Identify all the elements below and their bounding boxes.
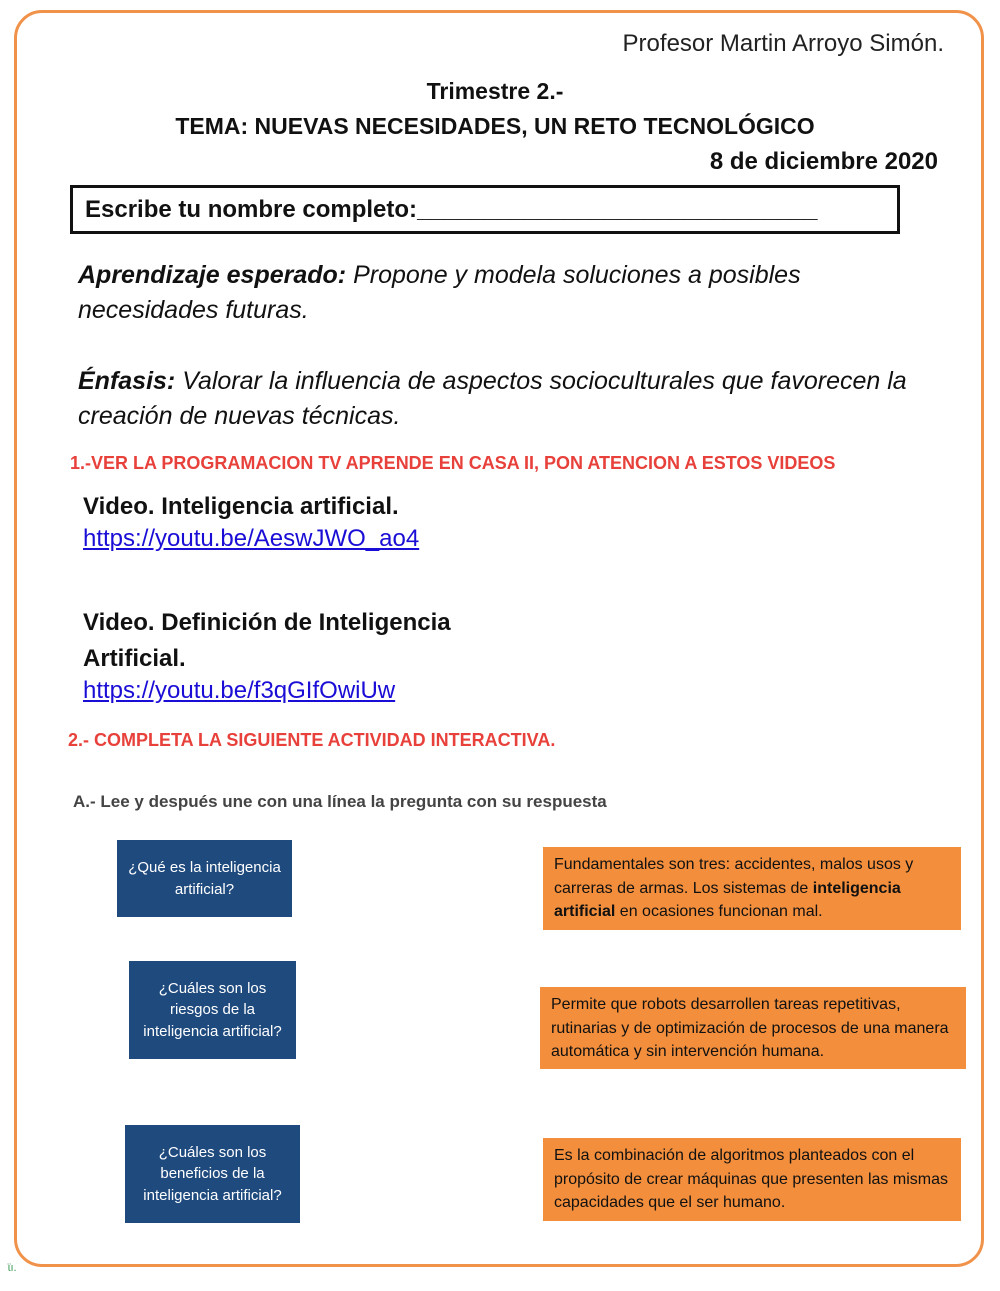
learning-outcome-text: Propone y modela soluciones a posibles necesidades futuras. bbox=[78, 261, 801, 324]
answer-1-bold: inteligencia artificial bbox=[554, 879, 901, 920]
learning-outcome bbox=[78, 258, 938, 328]
instruction-step-1: 1.-VER LA PROGRAMACION TV APRENDE EN CASA II, PON ATENCION A ESTOS VIDEOS bbox=[70, 453, 836, 473]
trimester-heading: Trimestre 2.- bbox=[426, 78, 564, 104]
answer-box-1[interactable] bbox=[543, 847, 961, 930]
video-2-link[interactable]: https://youtu.be/f3qGIfOwiUw bbox=[83, 677, 396, 704]
video-1-link[interactable]: https://youtu.be/AeswJWO_ao4 bbox=[83, 525, 420, 552]
emphasis-label: Énfasis: bbox=[78, 367, 176, 395]
learning-outcome-label: Aprendizaje esperado: bbox=[78, 261, 347, 289]
name-field-label: Escribe tu nombre completo: bbox=[85, 196, 418, 223]
emphasis-text: Valorar la influencia de aspectos socioculturales que favorecen la creación de nuevas técnicas. bbox=[78, 367, 907, 430]
teacher-name: Profesor Martin Arroyo Simón. bbox=[622, 30, 944, 57]
answer-1-text: Fundamentales son tres: accidentes, malos usos y carreras de armas. Los sistemas de bbox=[554, 856, 914, 897]
corner-mark: ɩ̈ı. bbox=[8, 1262, 17, 1274]
name-field-blank: ______________________________ bbox=[417, 196, 818, 223]
video-2-title: Video. Definición de Inteligencia Artificial. bbox=[83, 609, 451, 672]
answer-box-3[interactable] bbox=[543, 1138, 961, 1221]
video-1-title: Video. Inteligencia artificial. bbox=[83, 493, 399, 520]
answer-1-text-end: en ocasiones funcionan mal. bbox=[615, 903, 823, 920]
question-1-text: ¿Qué es la inteligencia artificial? bbox=[128, 859, 281, 898]
instruction-step-2: 2.- COMPLETA LA SIGUIENTE ACTIVIDAD INTERACTIVA. bbox=[68, 730, 556, 750]
date-heading: 8 de diciembre 2020 bbox=[709, 148, 938, 175]
activity-instruction: A.- Lee y después une con una línea la pregunta con su respuesta bbox=[73, 792, 607, 811]
question-2-text: ¿Cuáles son los riesgos de la inteligencia artificial? bbox=[143, 979, 282, 1040]
question-box-3[interactable] bbox=[125, 1125, 300, 1223]
answer-box-2[interactable] bbox=[540, 987, 966, 1069]
question-box-2[interactable] bbox=[129, 961, 296, 1059]
answer-2-text: Permite que robots desarrollen tareas repetitivas, rutinarias y de optimización de procesos de una manera automática y sin intervención humana. bbox=[551, 996, 949, 1060]
name-field[interactable] bbox=[70, 185, 900, 234]
emphasis-paragraph bbox=[78, 364, 938, 434]
answer-3-text: Es la combinación de algoritmos planteados con el propósito de crear máquinas que presenten las mismas capacidades que el ser humano. bbox=[554, 1147, 948, 1211]
topic-heading: TEMA: NUEVAS NECESIDADES, UN RETO TECNOLÓGICO bbox=[175, 113, 815, 139]
question-box-1[interactable] bbox=[117, 840, 292, 917]
question-3-text: ¿Cuáles son los beneficios de la inteligencia artificial? bbox=[143, 1143, 282, 1204]
